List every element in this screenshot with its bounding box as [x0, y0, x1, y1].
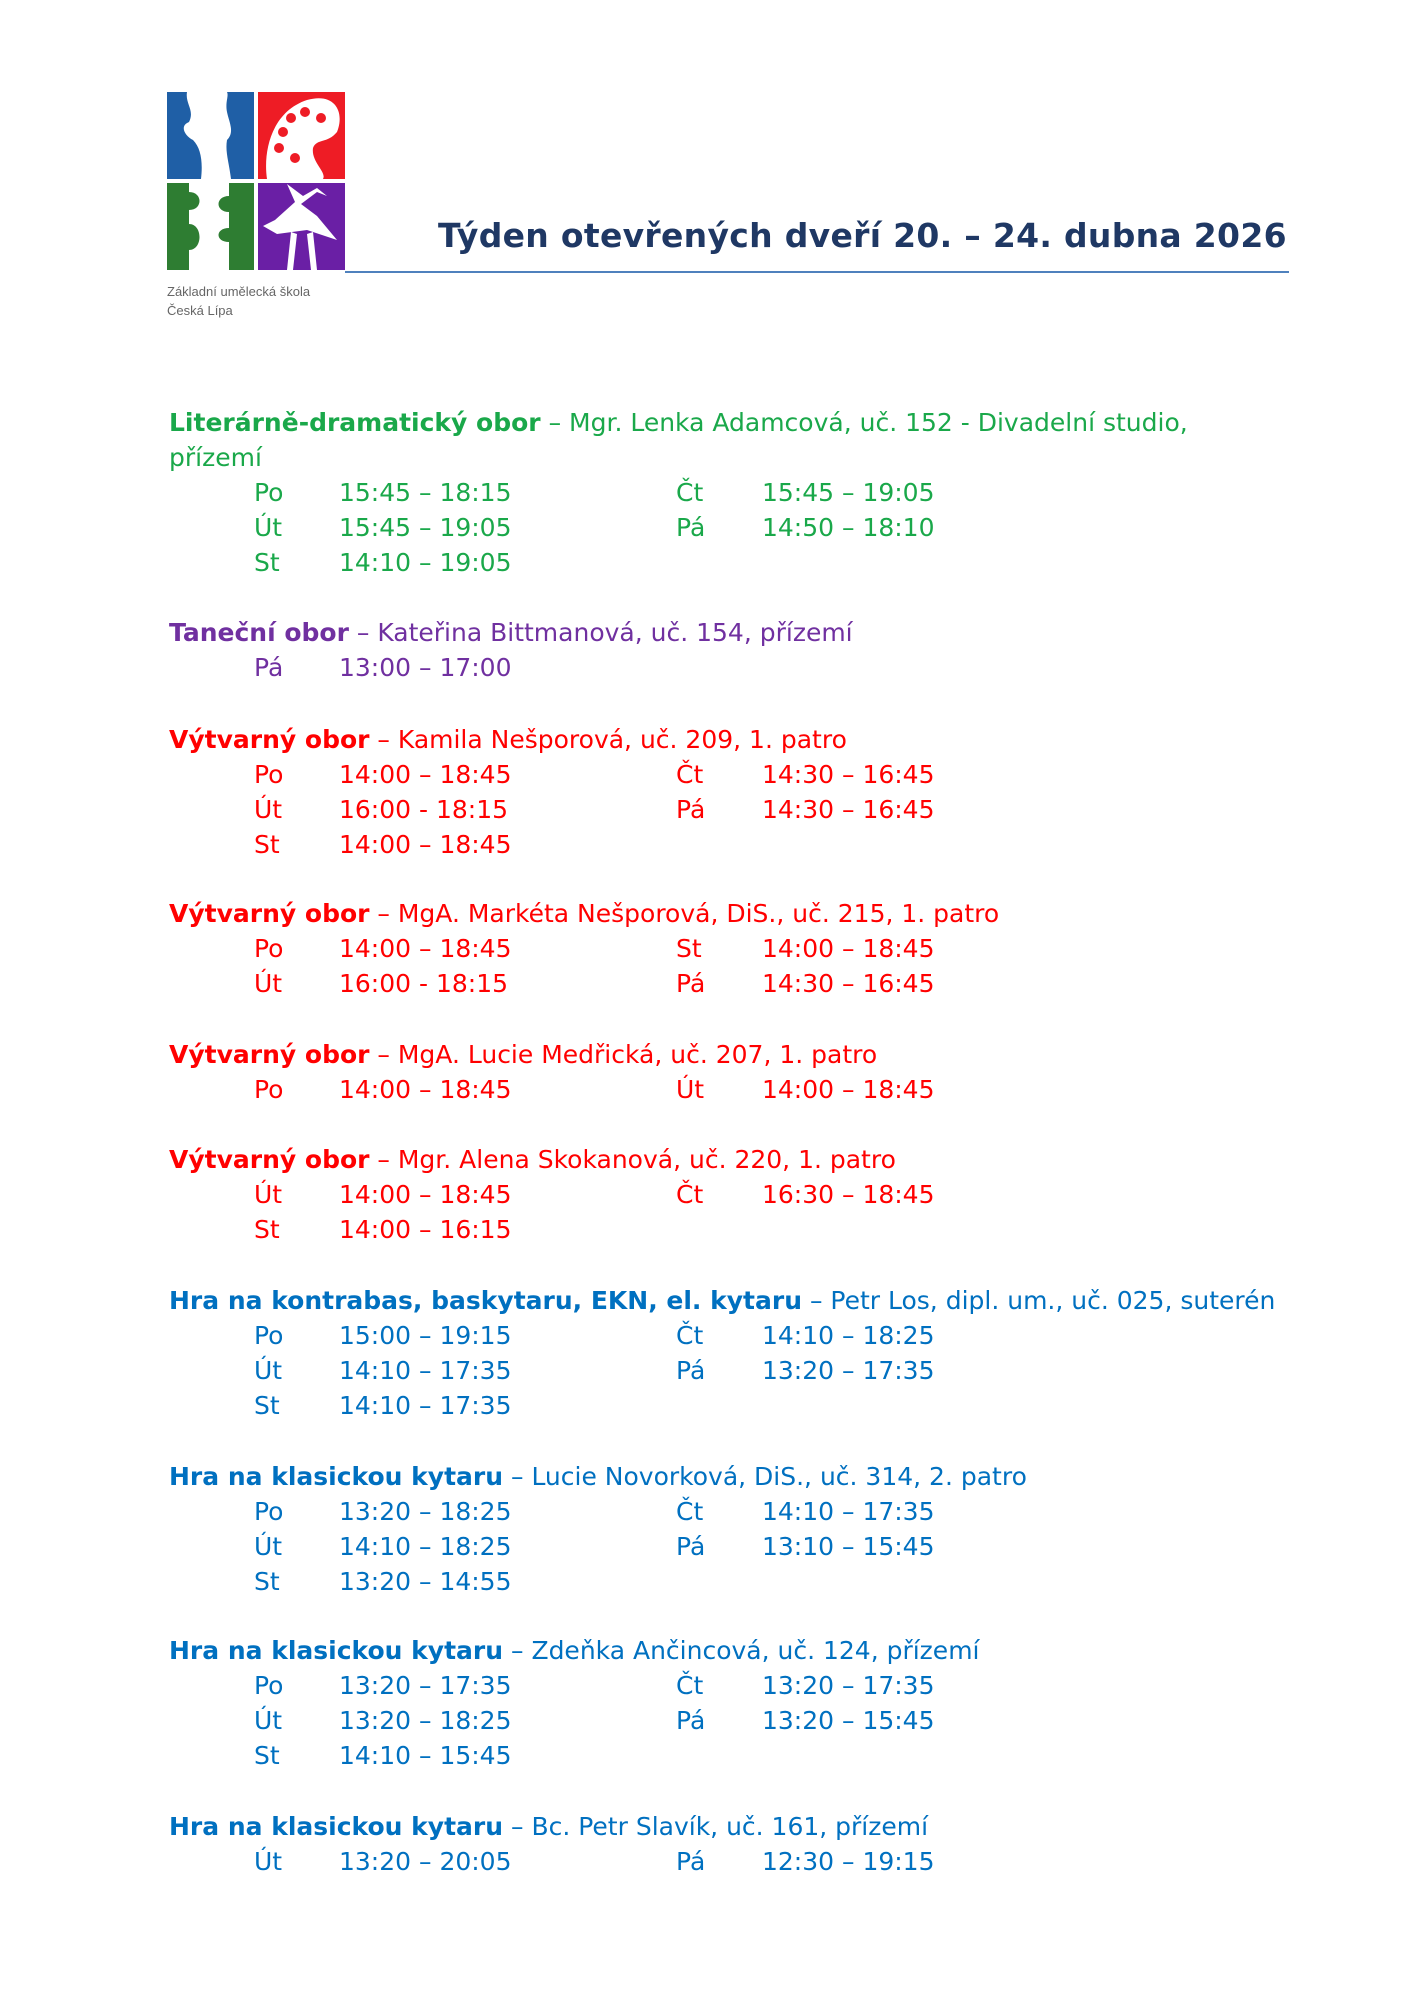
day-label: St [254, 1215, 280, 1244]
section-heading [169, 1633, 1299, 1668]
schedule-section [169, 1459, 1299, 1599]
schedule-row [169, 510, 1299, 545]
time-range: 14:00 – 18:45 [339, 934, 512, 963]
schedule-row [169, 931, 1299, 966]
teacher-room: – Petr Los, dipl. um., uč. 025, suterén [802, 1286, 1276, 1315]
time-range: 15:00 – 19:15 [339, 1321, 512, 1350]
field-name: Výtvarný obor [169, 1040, 370, 1069]
section-heading [169, 1809, 1299, 1844]
field-name: Výtvarný obor [169, 725, 370, 754]
schedule-row [169, 1738, 1299, 1773]
time-range: 14:00 – 18:45 [339, 1075, 512, 1104]
day-label: Po [254, 1671, 284, 1700]
school-logo-icon [167, 92, 345, 270]
time-range: 14:00 – 18:45 [339, 830, 512, 859]
school-name [167, 282, 310, 320]
schedule-section [169, 1633, 1299, 1773]
field-name: Výtvarný obor [169, 899, 370, 928]
schedule-row [169, 650, 1299, 685]
field-name: Výtvarný obor [169, 1145, 370, 1174]
schedule-row [169, 1668, 1299, 1703]
time-range: 14:30 – 16:45 [762, 969, 935, 998]
schedule-section [169, 896, 1299, 1001]
time-range: 13:20 – 18:25 [339, 1497, 512, 1526]
day-label: Čt [676, 1671, 704, 1700]
schedule-row [169, 475, 1299, 510]
schedule-row [169, 1072, 1299, 1107]
day-label: Čt [676, 1497, 704, 1526]
time-range: 14:30 – 16:45 [762, 795, 935, 824]
day-label: Po [254, 1497, 284, 1526]
time-range: 14:00 – 16:15 [339, 1215, 512, 1244]
day-label: Pá [676, 1356, 706, 1385]
time-range: 15:45 – 19:05 [339, 513, 512, 542]
teacher-room: – Mgr. Lenka Adamcová, uč. 152 - Divadelní studio, [540, 408, 1188, 437]
school-name-line1: Základní umělecká škola [167, 284, 311, 299]
schedule-section [169, 1037, 1299, 1107]
field-name: Hra na klasickou kytaru [169, 1636, 504, 1665]
time-range: 14:10 – 18:25 [339, 1532, 512, 1561]
time-range: 16:00 - 18:15 [339, 969, 509, 998]
day-label: Út [254, 1356, 283, 1385]
schedule-section [169, 1142, 1299, 1247]
schedule-row [169, 1529, 1299, 1564]
schedule-row [169, 1703, 1299, 1738]
day-label: St [254, 1391, 280, 1420]
day-label: St [254, 830, 280, 859]
teacher-room: – Bc. Petr Slavík, uč. 161, přízemí [503, 1812, 929, 1841]
schedule-row [169, 1177, 1299, 1212]
time-range: 14:00 – 18:45 [339, 760, 512, 789]
time-range: 14:10 – 19:05 [339, 548, 512, 577]
day-label: Po [254, 1321, 284, 1350]
day-label: Čt [676, 1321, 704, 1350]
section-heading [169, 896, 1299, 931]
time-range: 14:50 – 18:10 [762, 513, 935, 542]
day-label: Čt [676, 1180, 704, 1209]
teacher-room: – MgA. Markéta Nešporová, DiS., uč. 215, 1. patro [369, 899, 1000, 928]
day-label: Út [254, 513, 283, 542]
time-range: 13:20 – 20:05 [339, 1847, 512, 1876]
schedule-row [169, 966, 1299, 1001]
teacher-room: – Kateřina Bittmanová, uč. 154, přízemí [348, 618, 853, 647]
schedule-section [169, 1809, 1299, 1879]
section-heading [169, 405, 1299, 440]
day-label: Út [254, 1706, 283, 1735]
day-label: Út [254, 1847, 283, 1876]
day-label: Pá [676, 969, 706, 998]
time-range: 13:20 – 14:55 [339, 1567, 512, 1596]
time-range: 15:45 – 19:05 [762, 478, 935, 507]
teacher-room: – Zdeňka Ančincová, uč. 124, přízemí [503, 1636, 980, 1665]
day-label: Pá [676, 513, 706, 542]
schedule-row [169, 792, 1299, 827]
time-range: 16:00 - 18:15 [339, 795, 509, 824]
schedule-section [169, 722, 1299, 862]
time-range: 12:30 – 19:15 [762, 1847, 935, 1876]
time-range: 13:10 – 15:45 [762, 1532, 935, 1561]
teacher-room: – Lucie Novorková, DiS., uč. 314, 2. patro [503, 1462, 1027, 1491]
time-range: 14:00 – 18:45 [339, 1180, 512, 1209]
page-title: Týden otevřených dveří 20. – 24. dubna 2026 [438, 216, 1287, 255]
section-heading [169, 722, 1299, 757]
schedule-row [169, 1564, 1299, 1599]
time-range: 13:20 – 17:35 [762, 1671, 935, 1700]
schedule-section [169, 405, 1299, 580]
time-range: 14:10 – 18:25 [762, 1321, 935, 1350]
time-range: 13:20 – 18:25 [339, 1706, 512, 1735]
day-label: St [254, 1741, 280, 1770]
day-label: St [254, 548, 280, 577]
section-heading-cont: přízemí [169, 443, 262, 472]
section-heading [169, 1037, 1299, 1072]
schedule-row [169, 1844, 1299, 1879]
day-label: Po [254, 478, 284, 507]
teacher-room: – MgA. Lucie Medřická, uč. 207, 1. patro [369, 1040, 878, 1069]
day-label: Út [254, 795, 283, 824]
field-name: Hra na klasickou kytaru [169, 1462, 504, 1491]
time-range: 14:10 – 17:35 [762, 1497, 935, 1526]
field-name: Taneční obor [169, 618, 349, 647]
teacher-room: – Kamila Nešporová, uč. 209, 1. patro [369, 725, 847, 754]
day-label: Čt [676, 478, 704, 507]
day-label: Út [676, 1075, 705, 1104]
day-label: Po [254, 760, 284, 789]
time-range: 14:10 – 17:35 [339, 1391, 512, 1420]
time-range: 16:30 – 18:45 [762, 1180, 935, 1209]
time-range: 13:20 – 17:35 [762, 1356, 935, 1385]
time-range: 15:45 – 18:15 [339, 478, 512, 507]
schedule-row [169, 827, 1299, 862]
field-name: Literárně-dramatický obor [169, 408, 541, 437]
day-label: Po [254, 934, 284, 963]
day-label: Čt [676, 760, 704, 789]
day-label: St [254, 1567, 280, 1596]
section-heading [169, 1142, 1299, 1177]
time-range: 13:20 – 15:45 [762, 1706, 935, 1735]
schedule-row [169, 1494, 1299, 1529]
section-heading [169, 1459, 1299, 1494]
day-label: Po [254, 1075, 284, 1104]
schedule-row [169, 1353, 1299, 1388]
day-label: Pá [254, 653, 284, 682]
title-divider [345, 271, 1289, 273]
time-range: 14:10 – 15:45 [339, 1741, 512, 1770]
field-name: Hra na kontrabas, baskytaru, EKN, el. kytaru [169, 1286, 803, 1315]
time-range: 13:00 – 17:00 [339, 653, 512, 682]
day-label: Pá [676, 795, 706, 824]
section-heading [169, 1283, 1299, 1318]
section-heading [169, 615, 1299, 650]
schedule-row [169, 1318, 1299, 1353]
schedule-row [169, 1212, 1299, 1247]
schedule-section [169, 615, 1299, 685]
day-label: Pá [676, 1706, 706, 1735]
time-range: 13:20 – 17:35 [339, 1671, 512, 1700]
day-label: Út [254, 1532, 283, 1561]
day-label: Pá [676, 1847, 706, 1876]
teacher-room: – Mgr. Alena Skokanová, uč. 220, 1. patro [369, 1145, 896, 1174]
day-label: Út [254, 969, 283, 998]
day-label: Pá [676, 1532, 706, 1561]
school-name-line2: Česká Lípa [167, 303, 233, 318]
time-range: 14:00 – 18:45 [762, 1075, 935, 1104]
schedule-row [169, 545, 1299, 580]
time-range: 14:00 – 18:45 [762, 934, 935, 963]
day-label: St [676, 934, 702, 963]
time-range: 14:10 – 17:35 [339, 1356, 512, 1385]
schedule-row [169, 757, 1299, 792]
schedule-row [169, 1388, 1299, 1423]
field-name: Hra na klasickou kytaru [169, 1812, 504, 1841]
time-range: 14:30 – 16:45 [762, 760, 935, 789]
schedule-section [169, 1283, 1299, 1423]
day-label: Út [254, 1180, 283, 1209]
